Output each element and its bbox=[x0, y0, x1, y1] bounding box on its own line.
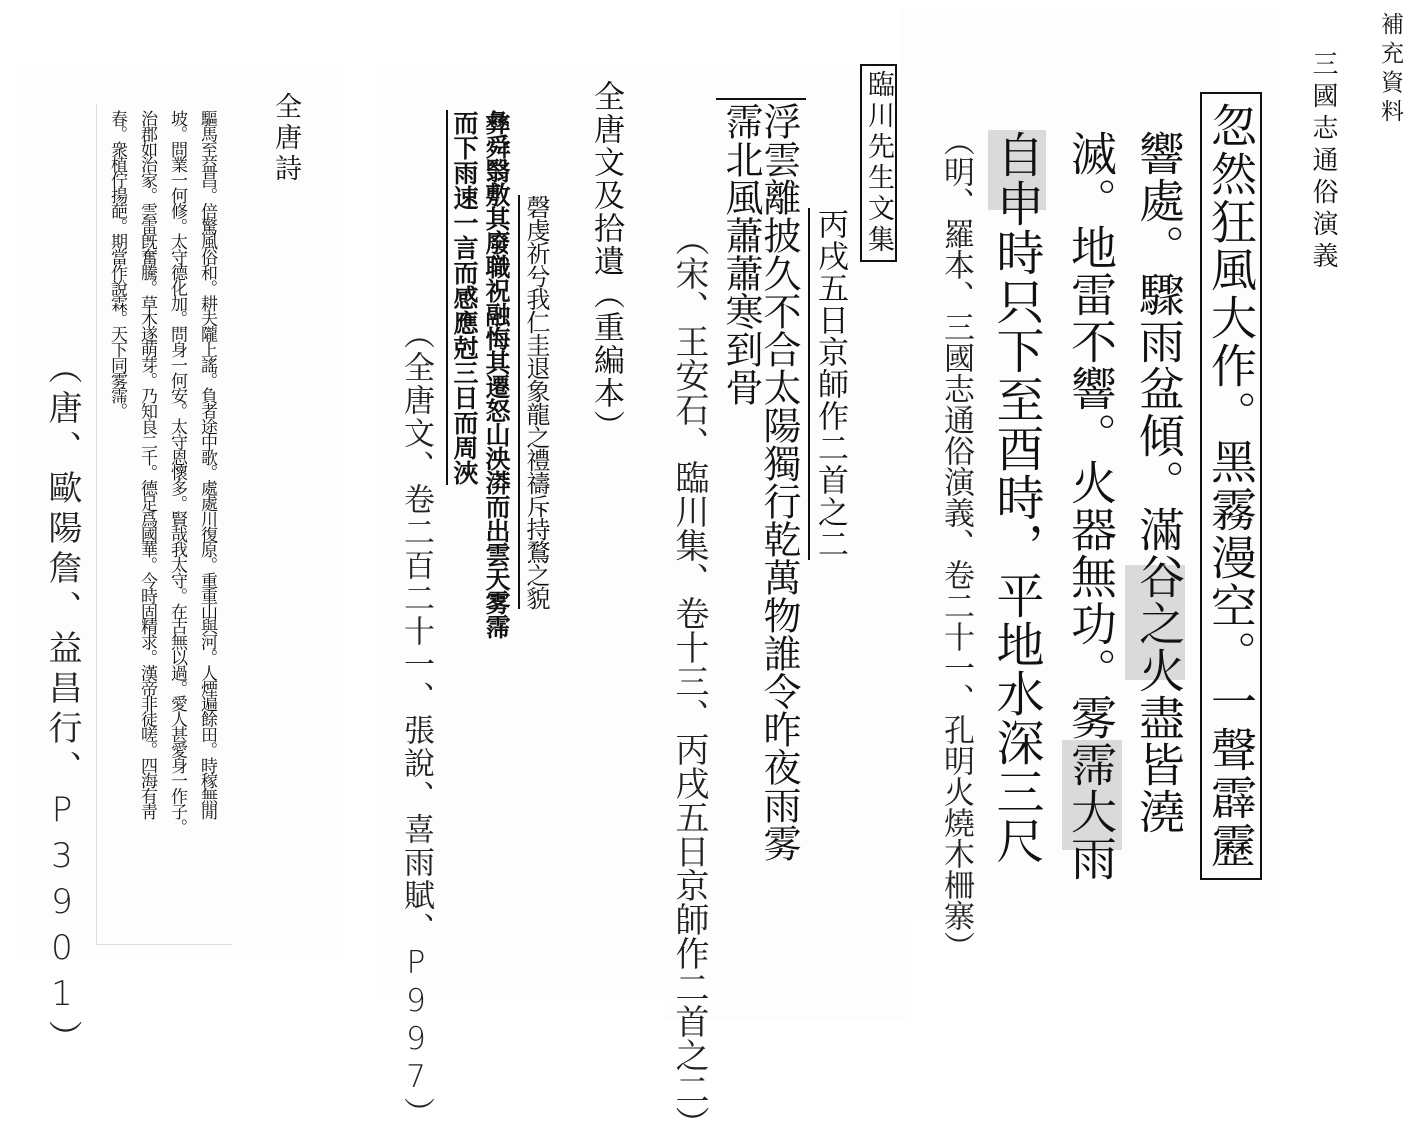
linchuan-text-line-1: 浮雲離披久不合太陽獨行乾萬物誰令昨夜雨雾 bbox=[757, 102, 801, 862]
quantangwen-text-line-3: 而下雨速一言而感應尅三日而周浹 bbox=[446, 110, 477, 485]
supplement-header: 補充資料 bbox=[1377, 12, 1403, 128]
sanguo-title: 三國志通俗演義 bbox=[1308, 50, 1338, 274]
quantangwen-text-line-2: 彝舜翳敷其廢職祝融悔其遷怒山泱漭而出雲天雾霈 bbox=[482, 110, 511, 638]
quantangshi-text-line-1: 驅馬至益昌。倍驚風俗和。耕夫隴上謠。負者途中歌。處處川復原。重重山與河。人煙遍餘田。時稼無閒 bbox=[197, 110, 217, 819]
sanguo-text-line-3: 滅。地雷不響。火器無功。雾霈大雨 bbox=[1064, 130, 1118, 882]
linchuan-title: 臨川先生文集 bbox=[860, 64, 897, 262]
quantangshi-column-border bbox=[96, 104, 232, 945]
sanguo-highlight-2 bbox=[1062, 740, 1122, 850]
linchuan-citation: （宋、王安石、臨川集、卷十三、丙戌五日京師作二首之二） bbox=[669, 222, 709, 1140]
quantangshi-title: 全唐詩 bbox=[270, 92, 301, 185]
linchuan-subtitle: 丙戌五日京師作二首之二 bbox=[808, 208, 845, 560]
quantangshi-text-line-3: 治郡如治家。雲雷旣奮騰。草木遂萌芽。乃知良二千。德足爲國華。今時固精求。漢帝非徒嗟。四海有靑 bbox=[137, 110, 157, 819]
quantangshi-citation: （唐、歐陽詹、益昌行、P3901） bbox=[42, 350, 82, 1060]
sanguo-citation: （明、羅本、三國志通俗演義、卷二十一、孔明火燒木柵寨） bbox=[938, 125, 974, 962]
sanguo-text-line-2: 響處。驟雨盆傾。滿谷之火盡皆澆 bbox=[1132, 130, 1186, 835]
sanguo-text-line-1: 忽然狂風大作。黑霧漫空。一聲霹靂 bbox=[1200, 92, 1262, 880]
sanguo-highlight-3 bbox=[988, 130, 1046, 210]
sanguo-text-line-4: 自申時只下至酉時，平地水深三尺 bbox=[988, 130, 1044, 865]
linchuan-bracket bbox=[716, 98, 806, 130]
linchuan-text-line-2: 霈北風蕭蕭寒到骨 bbox=[719, 102, 763, 406]
quantangshi-text-line-2: 坡。問業一何修。太守德化加。問身一何安。太守恩懷多。賢哉我太守。在古無以過。愛人甚愛身一作子。 bbox=[167, 110, 187, 834]
quantangshi-text-line-4: 春。衆植佇揚葩。期當作說霖。天下同雾霈。 bbox=[107, 110, 127, 419]
quantangwen-title: 全唐文及拾遺（重編本） bbox=[588, 80, 624, 443]
sanguo-highlight-1 bbox=[1125, 565, 1185, 680]
quantangwen-citation: （全唐文、卷二百二十一、張說、喜雨賦、P997） bbox=[398, 318, 434, 1130]
quantangwen-text-line-1: 磬虔祈兮我仁圭退象龍之禮禱斥持鶩之貌 bbox=[518, 195, 548, 609]
